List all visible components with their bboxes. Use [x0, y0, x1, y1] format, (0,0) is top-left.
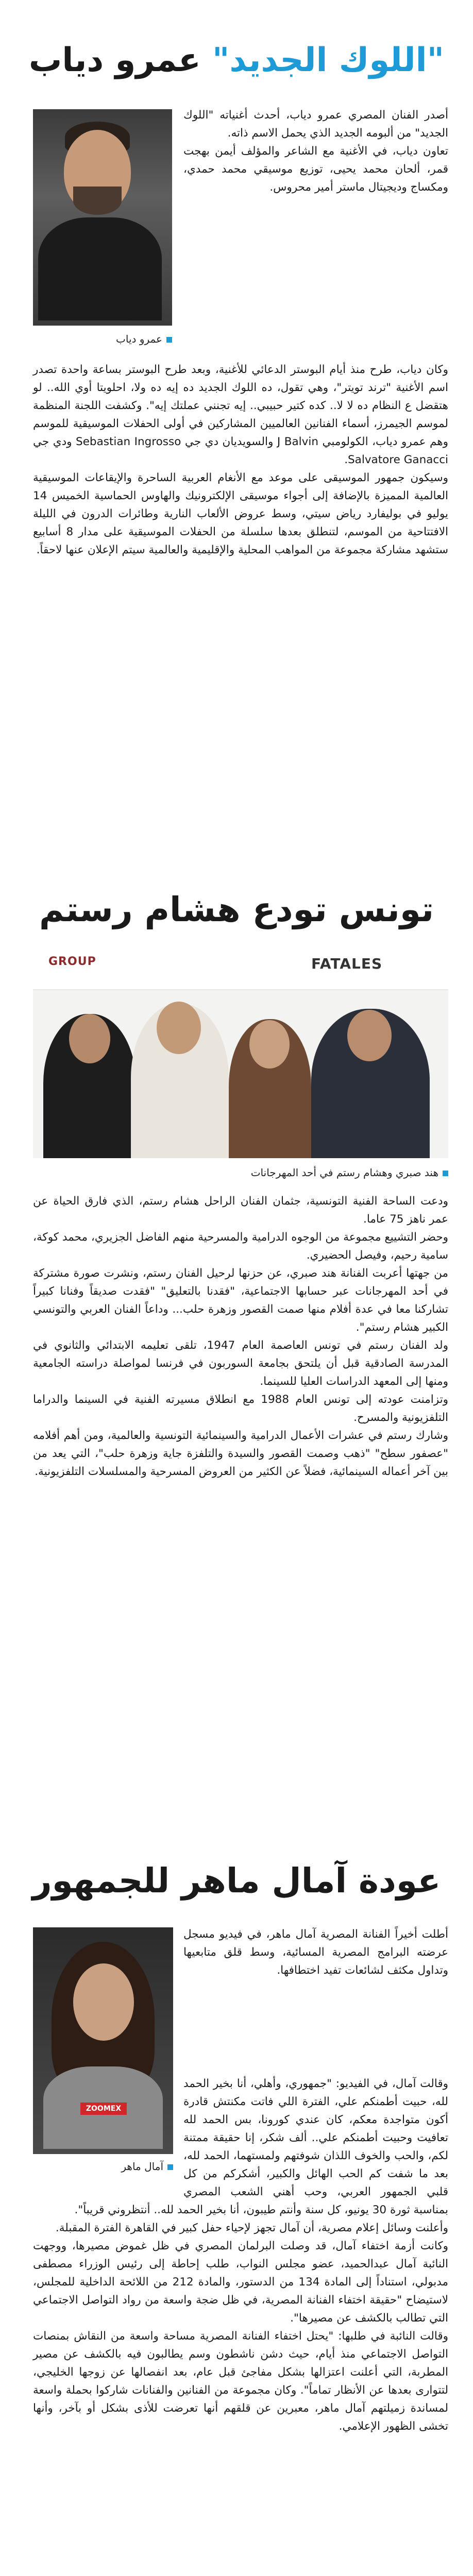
amal-maher-body: [33, 2075, 448, 2435]
headline-name: عمرو دياب: [29, 41, 201, 79]
amal-maher-intro: [183, 1925, 448, 1979]
hisham-rostom-body: [33, 1192, 448, 1481]
headline-quote: "اللوك الجديد": [212, 41, 444, 79]
headline-amal-maher: عودة آمال ماهر للجمهور: [32, 1861, 441, 1901]
paragraph: ودعت الساحة الفنية التونسية، جثمان الفنان الراحل هشام رستم، الذي فارق الحياة عن عمر ناهز 75 عاما.: [33, 1195, 448, 1226]
article-amal-maher: [0, 1862, 473, 2576]
amr-diab-caption: عمرو دياب: [33, 332, 172, 346]
paragraph: أطلت أخيراً الفنانة المصرية آمال ماهر، في فيديو مسجل عرضته البرامج المصرية المسائية، وسط قلق متابعيها وتداول مكثف لشائعات تفيد اختطافها.: [183, 1928, 448, 1977]
paragraph: من جهتها أعربت الفنانة هند صبري، عن حزنها لرحيل الفنان رستم، ونشرت صورة مشتركة في أحد المهرجانات عبر حسابها الاجتماعية، "فقدنا بالتعليق" "فقدت صديقاً وفنانا كبيراً تشاركنا معا في عدة أفلام منها صمت القصور وزهرة حلب... وداعاً الفنان العربي والتونسي الكبير هشام رستم".: [33, 1267, 448, 1334]
tunisia-photo-caption: هند صبري وهشام رستم في أحد المهرجانات: [33, 1165, 448, 1180]
amal-maher-caption: آمال ماهر: [33, 2159, 173, 2174]
amr-diab-body: [33, 361, 448, 559]
banner-logo: FATALES: [311, 955, 383, 972]
paragraph: أصدر الفنان المصري عمرو دياب، أحدث أغنياته "اللوك الجديد" من ألبومه الجديد الذي يحمل الاسم ذاته.: [183, 109, 448, 140]
caption-marker: [166, 337, 172, 343]
headline-hisham-rostom: تونس تودع هشام رستم: [39, 890, 434, 929]
paragraph: ولد الفنان رستم في تونس العاصمة العام 1947، تلقى تعليمه الابتدائي والثانوي في المدرسة الصادقية قبل أن يلتحق بجامعة السوربون في فرنسا لمواصلة دراسته الجامعية ومنها إلى المعهد الدراسات العليا للسينما.: [33, 1339, 448, 1388]
paragraph: وأعلنت وسائل إعلام مصرية، أن آمال تجهز لإحياء حفل كبير في القاهرة الفترة المقبلة.: [55, 2222, 448, 2234]
paragraph: وقالت النائبة في طلبها: "يحتل اختفاء الفنانة المصرية مساحة واسعة من النقاش بمنصات التواصل الاجتماعي منذ أيام، حيث دشن ناشطون وسم يطالبون فيه بالكشف عن مصير المطربة، التي أعلنت اعتزالها بشكل مفاجئ قبل عام، بعد انفصالها عن زوجها الخليجي، لتتوارى بعدها عن الأنظار تماماً". وكان مجموعة من الفنانين والفنانات شاركوا بحملة واسعة لمساندة زميلتهم آمال ماهر، معبرين عن قلقهم أنها تعرضت للأذى بشكل أو بآخر، وأنها تخشى الظهور الإعلامي.: [33, 2330, 448, 2433]
amr-diab-intro: [183, 106, 448, 196]
paragraph: وتزامنت عودته إلى تونس العام 1988 مع انطلاق مسيرته الفنية في السينما والدراما التلفزيونية والمسرح.: [33, 1393, 448, 1424]
paragraph: وكان دياب، طرح منذ أيام البوستر الدعائي للأغنية، وبعد طرح البوستر بساعة واحدة تصدر اسم الأغنية "ترند تويتر"، وهي تقول، ده اللوك الجديد ده إيه ده ولا، احلويتا أوي الله.. لو هتقضل ع النظام ده لا لا.. كده كتير حبيبي.. إيه تجنني عملتك إيه". وكشفت اللجنة المنظمة لموسم الجيمرز، أسماء الفنانين العالميين المشاركين في أولى الحفلات الموسيقية للموسم وهم عمرو دياب، الكولومبي J Balvin والسويديان دي جي Sebastian Ingrosso ودي جي Salvatore Ganacci.: [33, 363, 448, 466]
article-amr-diab: [0, 0, 473, 891]
tunisia-festival-photo: [33, 948, 448, 1158]
paragraph: وحضر التشييع مجموعة من الوجوه الدرامية والمسرحية منهم الفاضل الجزيري، محمد كوكة، سامية رحيم، وفيصل الحضيري.: [33, 1231, 448, 1262]
photo-logo: ZOOMEX: [80, 2103, 127, 2115]
article-hisham-rostom: [0, 891, 473, 1862]
paragraph: وسيكون جمهور الموسيقى على موعد مع الأنغام العربية الساحرة والإيقاعات الموسيقية العالمية المميزة بالإضافة إلى أجواء موسيقى الإلكترونيك والهاوس الحماسية الخميس 14 يوليو في بوليفارد رياض سيتي، وسط عروض الألعاب النارية وطائرات الدرون في الليلة الافتتاحية من الموسم، لتنطلق بعدها سلسلة من الحفلات الموسيقية على مدار 8 أسابيع ستشهد مشاركة مجموعة من المواهب المحلية والإقليمية والعالمية سيتم الإعلان عنها لاحقاً.: [33, 471, 448, 556]
headline-amr-diab: [10, 42, 463, 78]
banner-logo: GROUP: [48, 955, 96, 968]
paragraph: وكانت أزمة اختفاء آمال، قد وصلت البرلمان المصري في ظل غموض مصيرها، ووجهت النائبة آمال عبدالحميد، عضو مجلس النواب، طلب إحاطة إلى رئيس الوزراء مصطفى مدبولي، استناداً إلى المادة 134 من الدستور، والمادة 212 من اللائحة الداخلية للمجلس، لاستيضاح "حقيقة اختفاء الفنانة المصرية، في ظل ضجة واسعة من رواد التواصل الاجتماعي التي تطالب بالكشف عن مصيرها".: [33, 2240, 448, 2325]
caption-marker: [443, 1171, 448, 1176]
paragraph: تعاون دياب، في الأغنية مع الشاعر والمؤلف أيمن بهجت قمر، ألحان محمد يحيى، توزيع موسيقي محمد حمدي، ومكساج وديجيتال ماستر أمير محروس.: [183, 145, 448, 194]
amr-diab-photo: [33, 109, 172, 326]
paragraph: وقالت آمال، في الفيديو: "جمهوري، وأهلي، أنا بخير الحمد لله، حبيت أطمنكم علي، الفترة اللي فاتت مكنتش قادرة أكون متواجدة معكم، كان عندي كورونا، بس الحمد لله تعافيت وحبيت أطمنكم علي.. ألف شكر، إنا حقيقة ممتنة لكم، والحب والخوف اللذان شوفتهم ولمستهما، الحمد لله، بعد ما شفت كم الحب الهائل والكبير، أشكركم من كل قلبي الجمهور العربي، وحب أهني الشعب المصري بمناسبة ثورة 30 يونيو، كل سنة وأنتم طيبون، أنا بخير الحمد لله.. أنتظروني قريباً".: [74, 2077, 448, 2216]
paragraph: وشارك رستم في عشرات الأعمال الدرامية والسينمائية التونسية والعالمية، ومن أهم أفلامه "عصفور سطح" "ذهب وصمت القصور والسيدة والتلفزة جاية وزهرة حلب"، التي يعد من بين آخر أعماله السينمائية، فضلاً عن الكثير من العروض المسرحية والمسلسلات التلفزيونية.: [33, 1429, 448, 1478]
